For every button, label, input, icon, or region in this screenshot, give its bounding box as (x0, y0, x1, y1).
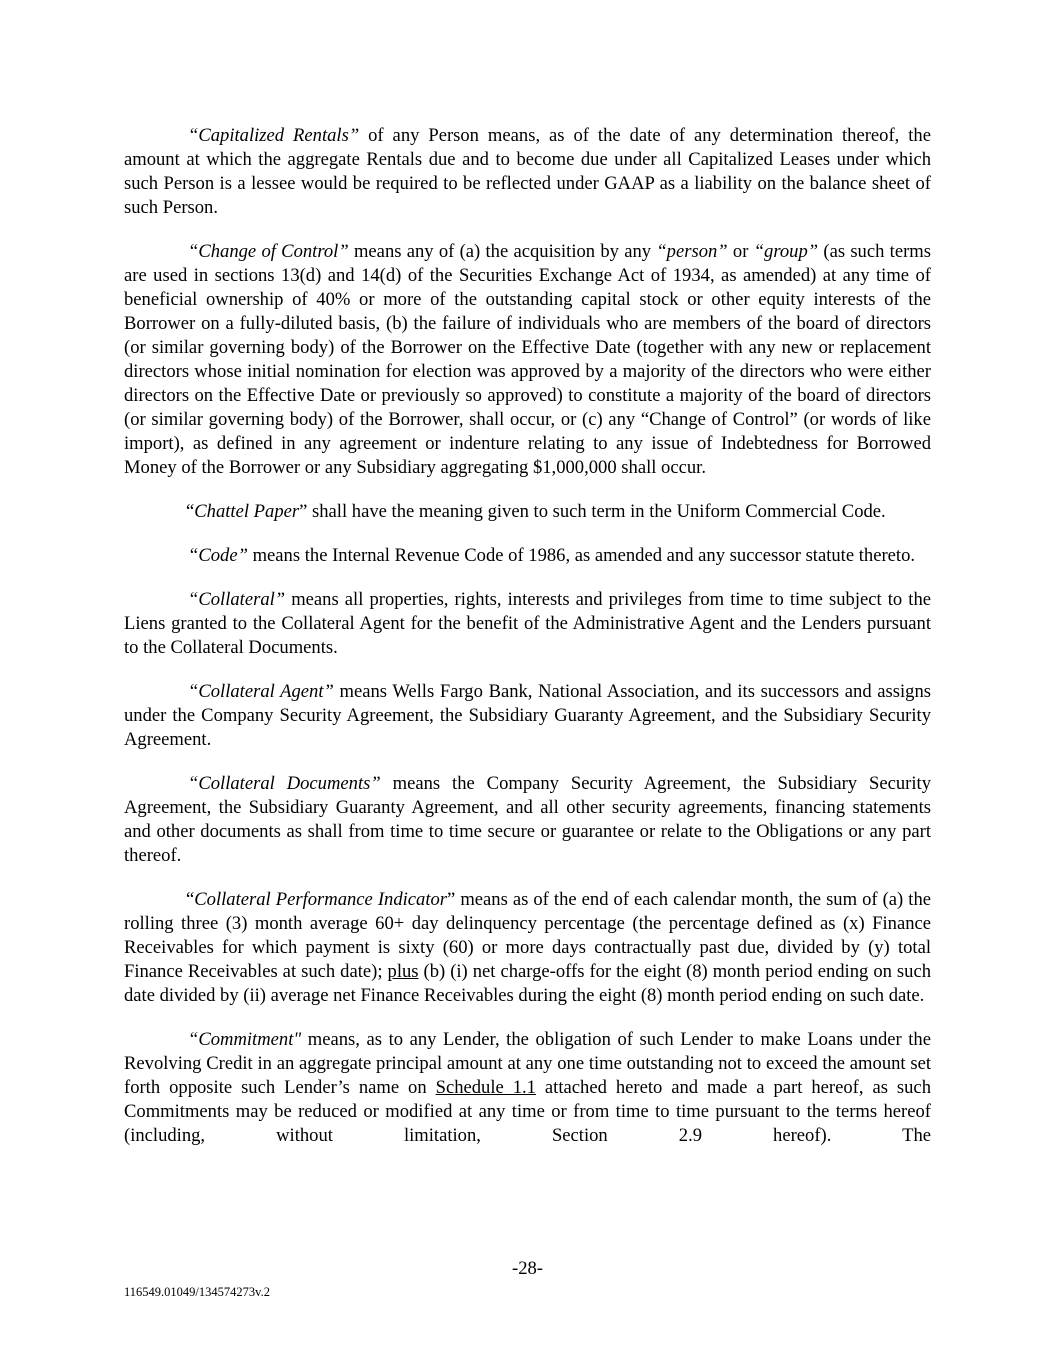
defined-term: Collateral Performance Indicator (194, 889, 448, 910)
definition-text: means as of the end of each calendar month, the sum of (a) the rolling three (3) month average 60+ day delinquency percentage (the percentage defined as (x) Finance Receivables for which payment is sixty (60) or more days contractually past due, divided by (y) total Finance Receivables at such date); (124, 889, 931, 982)
definition-text: shall have the meaning given to such term in the Uniform Commercial Code. (307, 501, 886, 522)
definition-text: means the Company Security Agreement, the Subsidiary Security Agreement, the Subsidiary Guaranty Agreement, and all other security agreements, financing statements and other documents as shall from time to time secure or guarantee or relate to the Obligations or any part thereof. (124, 773, 931, 866)
definition-capitalized-rentals (124, 124, 931, 220)
definition-text: means Wells Fargo Bank, National Association, and its successors and assigns under the Company Security Agreement, the Subsidiary Guaranty Agreement, and the Subsidiary Security Agreement. (124, 681, 932, 750)
defined-term: “Capitalized Rentals” (188, 125, 360, 146)
close-quote: ” (299, 501, 308, 522)
page-number: -28- (512, 1258, 543, 1279)
defined-term: “Code” (188, 545, 248, 566)
definition-text: (b) (i) net charge-offs for the eight (8) month period ending on such date divided by (ii) average net Finance Receivables during the eight (8) month period ending on such date. (124, 961, 931, 1006)
definition-text: means the Internal Revenue Code of 1986, as amended and any successor statute thereto. (247, 545, 916, 566)
definition-text: or (727, 241, 754, 262)
definition-collateral-agent (124, 680, 931, 752)
document-id: 116549.01049/134574273v.2 (124, 1285, 270, 1299)
definition-chattel-paper (124, 500, 931, 524)
defined-term: “Commitment" (188, 1029, 302, 1050)
definition-text: means any of (a) the acquisition by any (348, 241, 657, 262)
document-body (124, 124, 931, 1168)
defined-term: “Collateral Documents” (188, 773, 381, 794)
definition-text: (as such terms are used in sections 13(d) and 14(d) of the Securities Exchange Act of 1934, as amended) at any time of beneficial ownership of 40% or more of the outstanding capital stock or other equity interests of the Borrower on a fully-diluted basis, (b) the failure of individuals who are members of the board of directors (or similar governing body) of the Borrower on the Effective Date (together with any new or replacement directors whose initial nomination for election was approved by a majority of the directors who were either directors on the Effective Date or previously so approved) to constitute a majority of the board of directors (or similar governing body) of the Borrower, shall occur, or (c) any “Change of Control” (or words of like import), as defined in any agreement or indenture relating to any issue of Indebtedness for Borrowed Money of the Borrower or any Subsidiary aggregating $1,000,000 shall occur. (124, 241, 931, 478)
defined-term: Chattel Paper (194, 501, 300, 522)
defined-term: “Collateral” (188, 589, 286, 610)
definition-collateral-performance-indicator (124, 888, 931, 1008)
definition-text: means all properties, rights, interests and privileges from time to time subject to the Liens granted to the Collateral Agent for the benefit of the Administrative Agent and the Lenders pursuant to the Collateral Documents. (124, 589, 931, 658)
definition-collateral (124, 588, 931, 660)
definition-commitment (124, 1028, 931, 1148)
definition-change-of-control (124, 240, 931, 480)
quoted-group: “group” (753, 241, 819, 262)
underlined-plus: plus (387, 961, 419, 982)
definition-collateral-documents (124, 772, 931, 868)
schedule-reference: Schedule 1.1 (435, 1077, 536, 1098)
close-quote: ” (447, 889, 456, 910)
defined-term: “Collateral Agent” (188, 681, 334, 702)
definition-text: attached hereto and made a part hereof, as such Commitments may be reduced or modified at any time or from time to time pursuant to the terms hereof (including, without limitation, Section 2.9 hereof). The (124, 1077, 931, 1146)
definition-text: of any Person means, as of the date of any determination thereof, the amount at which the aggregate Rentals due and to become due under all Capitalized Leases under which such Person is a lessee would be required to be reflected under GAAP as a liability on the balance sheet of such Person. (124, 125, 931, 218)
definition-code (124, 544, 931, 568)
quoted-person: “person” (656, 241, 728, 262)
defined-term: “Change of Control” (188, 241, 349, 262)
definition-text: means, as to any Lender, the obligation of such Lender to make Loans under the Revolving Credit in an aggregate principal amount at any one time outstanding not to exceed the amount set forth opposite such Lender’s name on (124, 1029, 931, 1098)
open-quote: “ (186, 501, 195, 522)
open-quote: “ (186, 889, 195, 910)
